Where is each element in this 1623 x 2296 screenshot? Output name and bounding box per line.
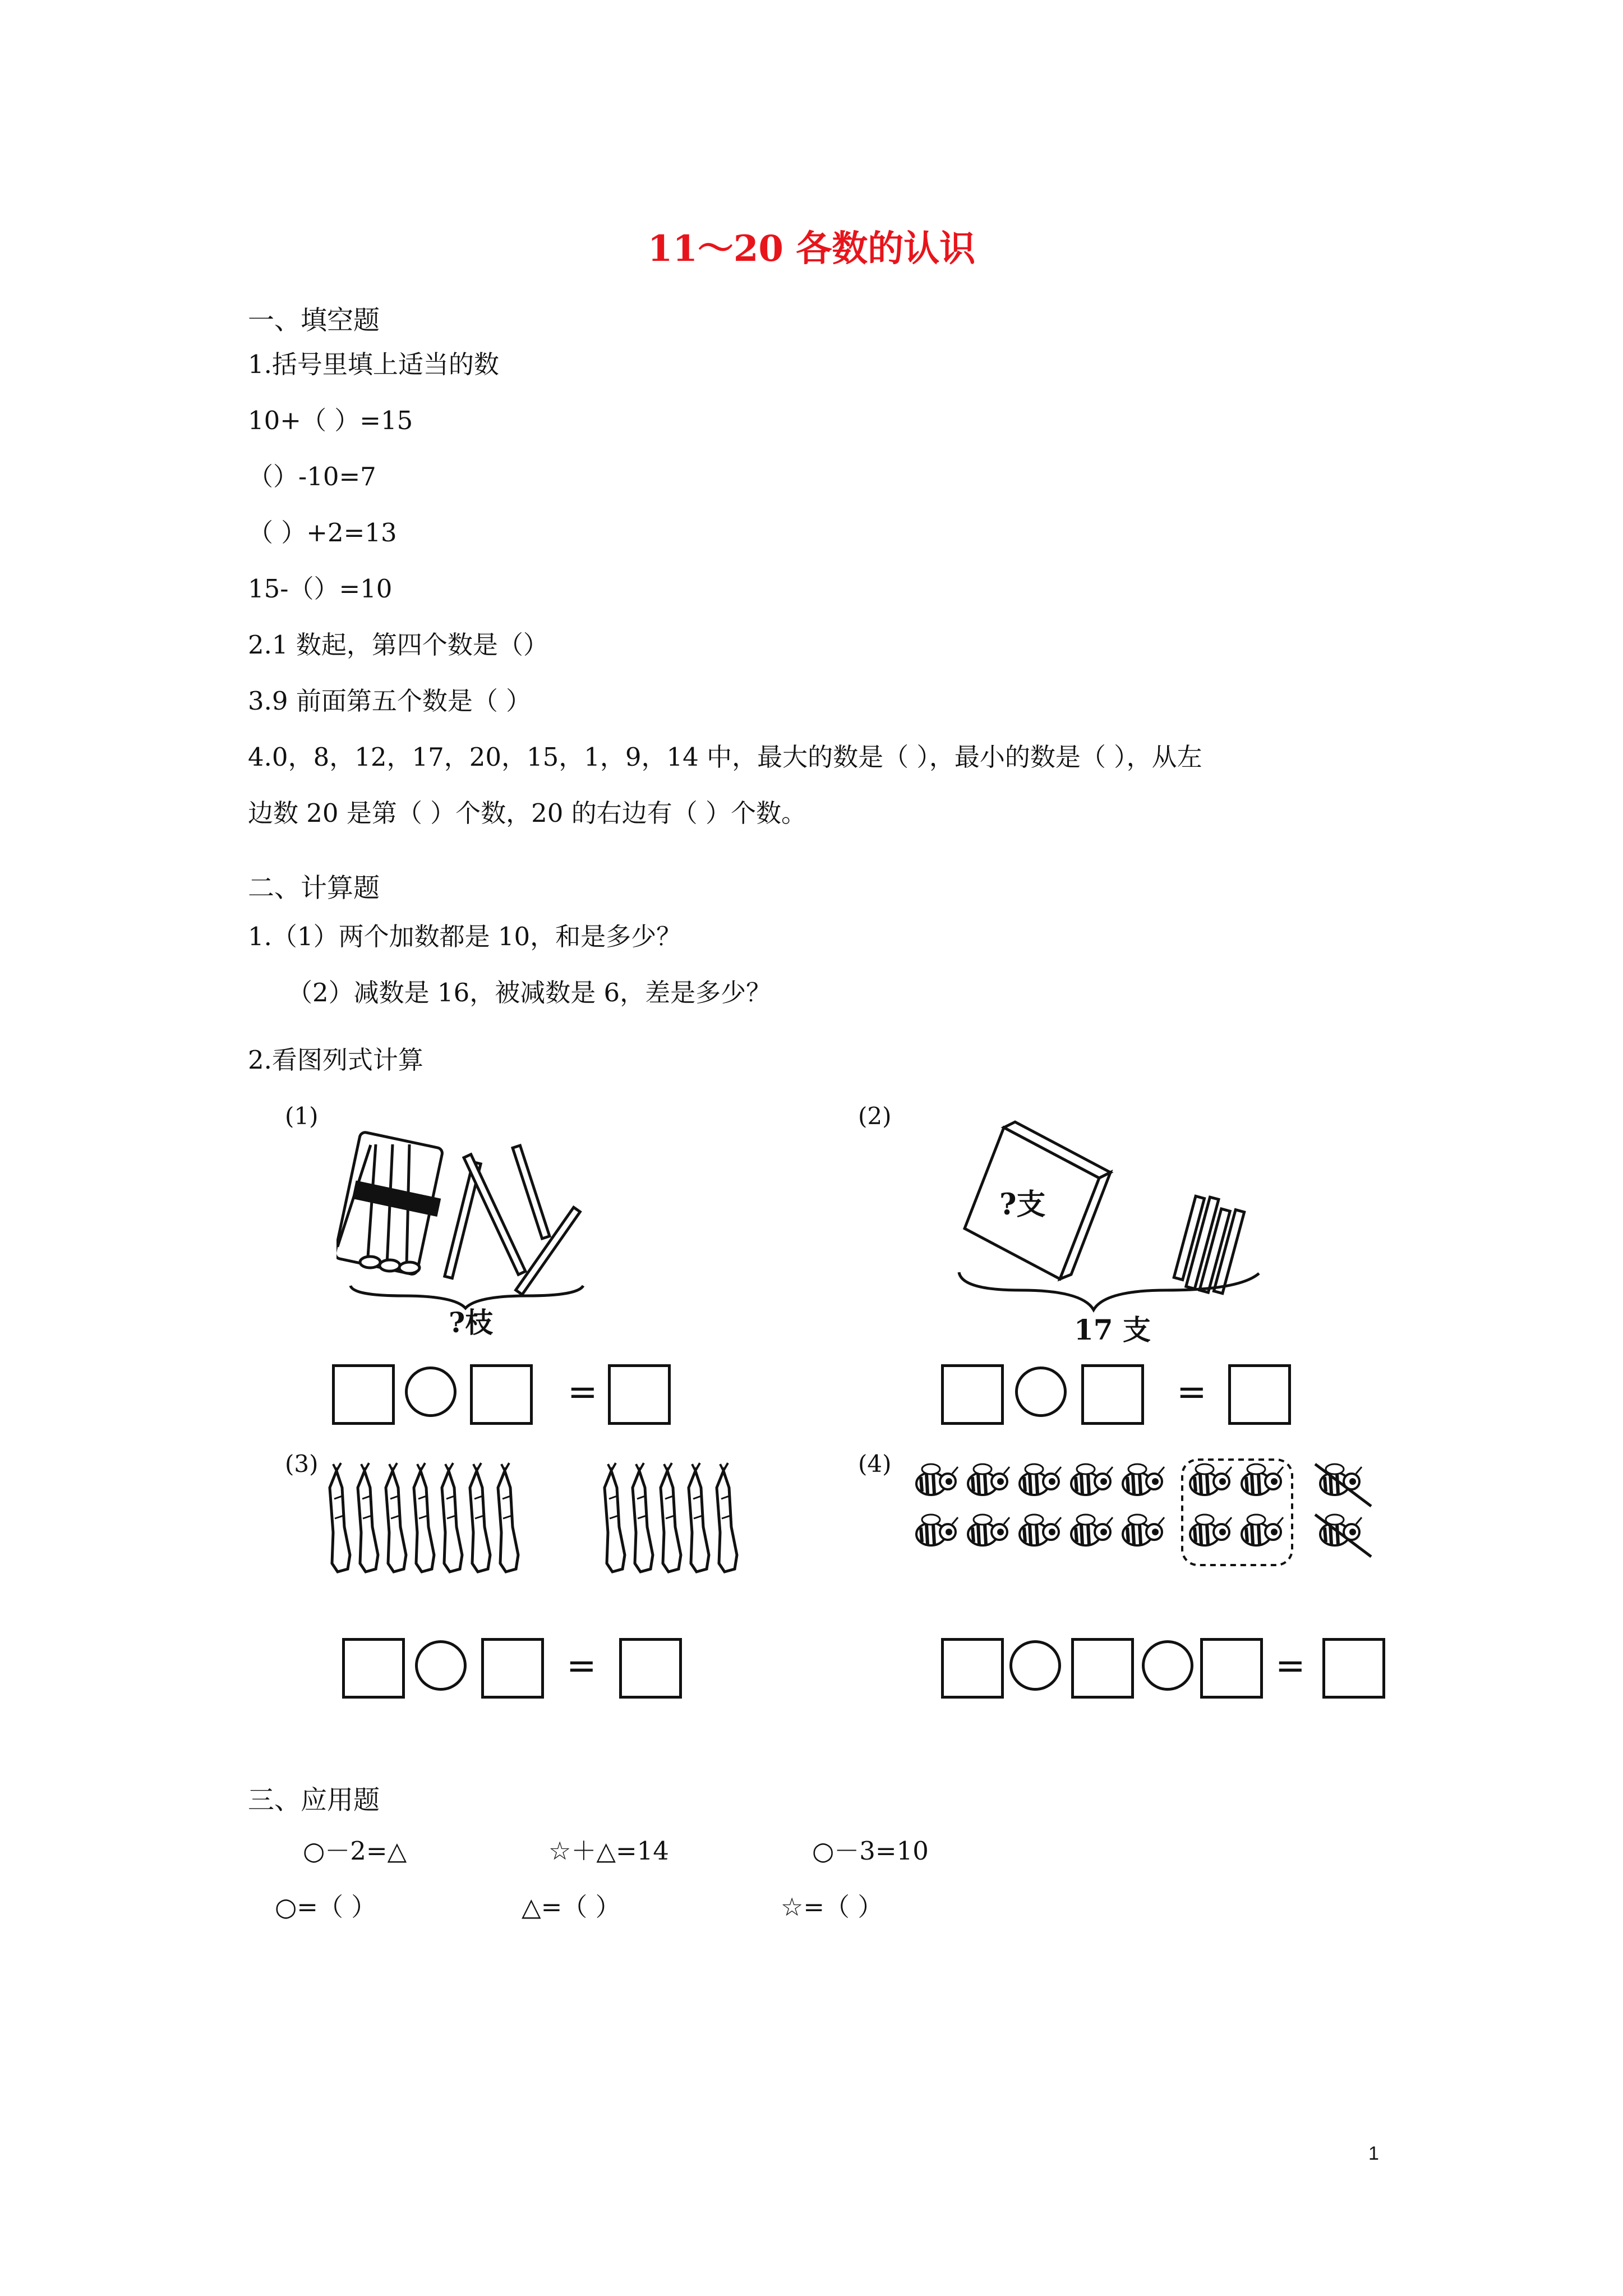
page-title: 11～20 各数的认识 bbox=[647, 228, 976, 270]
question-3: 3.9 前面第五个数是（ ） bbox=[248, 686, 532, 716]
answer-box[interactable] bbox=[1081, 1364, 1144, 1425]
question-1-item-4: 15-（）=10 bbox=[248, 574, 393, 604]
answer-circle: ○=（ ） bbox=[275, 1892, 377, 1922]
question-1-item-3: （ ）+2=13 bbox=[248, 518, 397, 547]
answer-star: ☆=（ ） bbox=[781, 1892, 883, 1922]
equation-1: ○－2=△ bbox=[303, 1836, 407, 1866]
figure-1-caption: ?枝 bbox=[449, 1306, 494, 1335]
figure-1-label: (1) bbox=[285, 1102, 319, 1130]
answer-box[interactable] bbox=[619, 1638, 682, 1699]
figure-1-sticks-image bbox=[336, 1128, 606, 1335]
figure-2-box-text: ?支 bbox=[999, 1188, 1046, 1222]
figure-2-pencils-image bbox=[953, 1116, 1267, 1346]
section-heading-calculation: 二、计算题 bbox=[248, 873, 380, 904]
answer-box[interactable] bbox=[332, 1364, 395, 1425]
answer-box[interactable] bbox=[1322, 1638, 1385, 1699]
equals-sign: = bbox=[568, 1372, 598, 1413]
answer-box[interactable] bbox=[941, 1364, 1004, 1425]
figure-4-bees-image bbox=[914, 1458, 1391, 1571]
operator-circle[interactable] bbox=[1009, 1640, 1061, 1691]
question-1: 1.括号里填上适当的数 bbox=[248, 349, 499, 379]
operator-circle[interactable] bbox=[1142, 1640, 1193, 1691]
calc-question-1b: （2）减数是 16，被减数是 6，差是多少？ bbox=[287, 978, 772, 1007]
answer-box[interactable] bbox=[1071, 1638, 1134, 1699]
calc-question-1a: 1.（1）两个加数都是 10，和是多少？ bbox=[248, 922, 682, 951]
question-1-item-2: （）-10=7 bbox=[248, 462, 376, 491]
equation-2: ☆＋△=14 bbox=[548, 1836, 669, 1866]
figure-3-carrots-image bbox=[320, 1458, 768, 1576]
equals-sign: = bbox=[1275, 1645, 1306, 1687]
answer-box[interactable] bbox=[342, 1638, 405, 1699]
answer-box[interactable] bbox=[608, 1364, 671, 1425]
answer-box[interactable] bbox=[1200, 1638, 1263, 1699]
page-number: 1 bbox=[1368, 2143, 1379, 2164]
equals-sign: = bbox=[566, 1645, 597, 1687]
answer-box[interactable] bbox=[481, 1638, 544, 1699]
question-4-line-2: 边数 20 是第（ ）个数，20 的右边有（ ）个数。 bbox=[248, 798, 807, 828]
figure-2-label: (2) bbox=[858, 1102, 892, 1130]
calc-question-2: 2.看图列式计算 bbox=[248, 1045, 423, 1075]
figure-2-caption: 17 支 bbox=[1074, 1313, 1151, 1346]
equation-3: ○－3=10 bbox=[812, 1836, 929, 1866]
question-4-line-1: 4.0，8，12，17，20，15，1，9，14 中，最大的数是（ ），最小的数是（ ），从左 bbox=[248, 742, 1202, 772]
answer-box[interactable] bbox=[941, 1638, 1004, 1699]
answer-box[interactable] bbox=[1228, 1364, 1291, 1425]
question-1-item-1: 10+（ ）=15 bbox=[248, 406, 413, 435]
section-heading-fill-blank: 一、填空题 bbox=[248, 305, 380, 336]
equals-sign: = bbox=[1177, 1372, 1207, 1413]
answer-triangle: △=（ ） bbox=[522, 1892, 621, 1922]
operator-circle[interactable] bbox=[405, 1366, 457, 1417]
operator-circle[interactable] bbox=[1015, 1366, 1067, 1417]
question-2: 2.1 数起，第四个数是（） bbox=[248, 630, 548, 660]
operator-circle[interactable] bbox=[415, 1640, 467, 1691]
figure-4-label: (4) bbox=[858, 1450, 892, 1478]
answer-box[interactable] bbox=[470, 1364, 533, 1425]
section-heading-application: 三、应用题 bbox=[248, 1785, 380, 1816]
figure-3-label: (3) bbox=[285, 1450, 319, 1478]
